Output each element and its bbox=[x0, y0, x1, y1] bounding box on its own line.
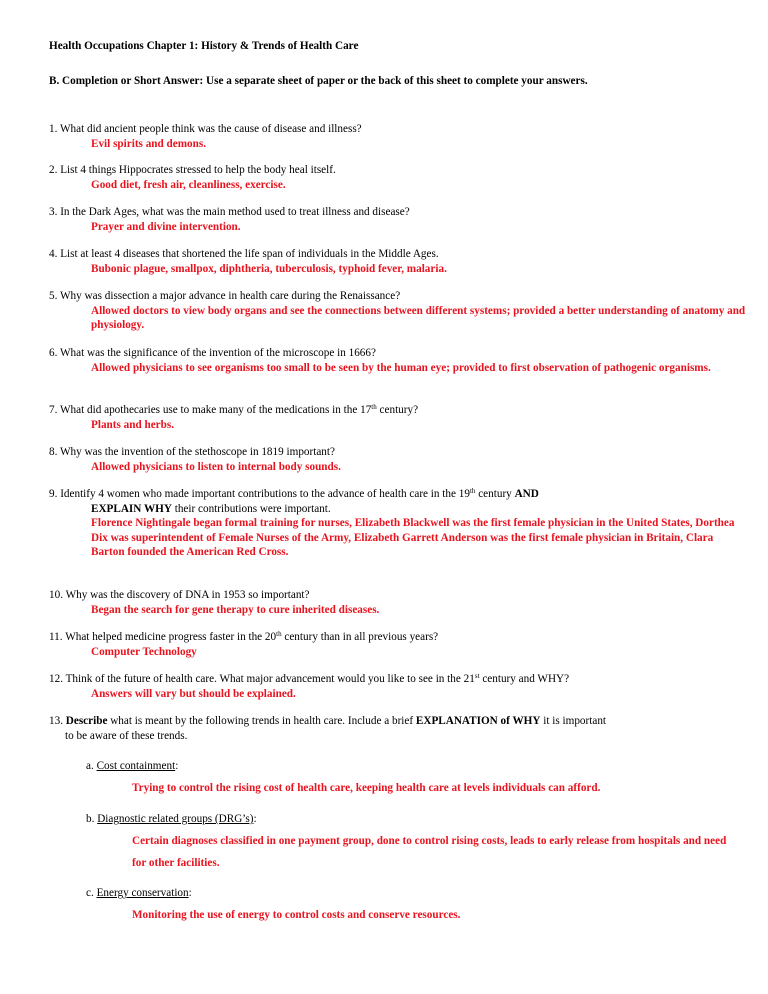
question-9: 9. Identify 4 women who made important contributions to the advance of health care in the 19th century AND EXPLAIN WHY their contributions were important. Florence Nightingale began formal training for nurses, Elizabeth Blackwell was the first female physician in the United States, Dorthea Dix was superintendent of Female Nurses of the Army, Elizabeth Garrett Anderson was the first female physician in Britain, Clara Barton founded the American Red Cross. bbox=[49, 487, 749, 560]
subitem-a: a. Cost containment: Trying to control the rising cost of health care, keeping health care at levels individuals can afford. bbox=[86, 760, 736, 799]
question-7: 7. What did apothecaries use to make many of the medications in the 17th century? Plants and herbs. bbox=[49, 403, 749, 432]
answer-12: Answers will vary but should be explained. bbox=[91, 687, 296, 700]
instructions: B. Completion or Short Answer: Use a separate sheet of paper or the back of this sheet to complete your answers. bbox=[49, 75, 588, 87]
question-8: 8. Why was the invention of the stethoscope in 1819 important? Allowed physicians to listen to internal body sounds. bbox=[49, 445, 749, 474]
answer-8: Allowed physicians to listen to internal body sounds. bbox=[91, 460, 341, 473]
question-6: 6. What was the significance of the invention of the microscope in 1666? Allowed physicians to see organisms too small to be seen by the human eye; provided to first observation of pathogenic organisms. bbox=[49, 346, 749, 375]
answer-1: Evil spirits and demons. bbox=[91, 137, 207, 150]
answer-11: Computer Technology bbox=[91, 645, 197, 658]
answer-13a: Trying to control the rising cost of health care, keeping health care at levels individuals can afford. bbox=[132, 782, 601, 794]
answer-9: Florence Nightingale began formal training for nurses, Elizabeth Blackwell was the first female physician in the United States, Dorthea Dix was superintendent of Female Nurses of the Army, Elizabeth Garrett Anderson was the first female physician in Britain, Clara Barton founded the American Red Cross. bbox=[91, 517, 735, 558]
answer-7: Plants and herbs. bbox=[91, 418, 174, 431]
question-5: 5. Why was dissection a major advance in health care during the Renaissance? Allowed doctors to view body organs and see the connections between different systems; provided a better understanding of anatomy and physiology. bbox=[49, 289, 749, 333]
question-11: 11. What helped medicine progress faster in the 20th century than in all previous years? Computer Technology bbox=[49, 630, 749, 659]
answer-3: Prayer and divine intervention. bbox=[91, 220, 241, 233]
question-2: 2. List 4 things Hippocrates stressed to help the body heal itself. Good diet, fresh air, cleanliness, exercise. bbox=[49, 163, 749, 192]
question-3: 3. In the Dark Ages, what was the main method used to treat illness and disease? Prayer and divine intervention. bbox=[49, 205, 749, 234]
question-10: 10. Why was the discovery of DNA in 1953 so important? Began the search for gene therapy to cure inherited diseases. bbox=[49, 588, 749, 617]
answer-5: Allowed doctors to view body organs and see the connections between different systems; provided a better understanding of anatomy and physiology. bbox=[91, 304, 746, 331]
answer-4: Bubonic plague, smallpox, diphtheria, tuberculosis, typhoid fever, malaria. bbox=[91, 262, 447, 275]
answer-13b: Certain diagnoses classified in one payment group, done to control rising costs, leads to early release from hospitals and need for other facilities. bbox=[132, 835, 727, 869]
question-13: 13. Describe what is meant by the following trends in health care. Include a brief EXPLANATION of WHY it is important to be aware of these trends. bbox=[49, 715, 607, 742]
answer-2: Good diet, fresh air, cleanliness, exercise. bbox=[91, 178, 286, 191]
answer-13c: Monitoring the use of energy to control costs and conserve resources. bbox=[132, 909, 461, 921]
page-title: Health Occupations Chapter 1: History & Trends of Health Care bbox=[49, 40, 359, 52]
question-1: 1. What did ancient people think was the cause of disease and illness? Evil spirits and demons. bbox=[49, 122, 749, 151]
subitem-b: b. Diagnostic related groups (DRG’s): Certain diagnoses classified in one payment group, done to control rising costs, leads to early release from hospitals and need for other facilities. bbox=[86, 813, 736, 874]
answer-10: Began the search for gene therapy to cure inherited diseases. bbox=[91, 603, 380, 616]
question-4: 4. List at least 4 diseases that shortened the life span of individuals in the Middle Ages. Bubonic plague, smallpox, diphtheria, tuberculosis, typhoid fever, malaria. bbox=[49, 247, 749, 276]
answer-6: Allowed physicians to see organisms too small to be seen by the human eye; provided to first observation of pathogenic organisms. bbox=[91, 361, 711, 374]
question-12: 12. Think of the future of health care. What major advancement would you like to see in the 21st century and WHY? Answers will vary but should be explained. bbox=[49, 672, 749, 701]
subitem-c: c. Energy conservation: Monitoring the use of energy to control costs and conserve resources. bbox=[86, 887, 736, 926]
